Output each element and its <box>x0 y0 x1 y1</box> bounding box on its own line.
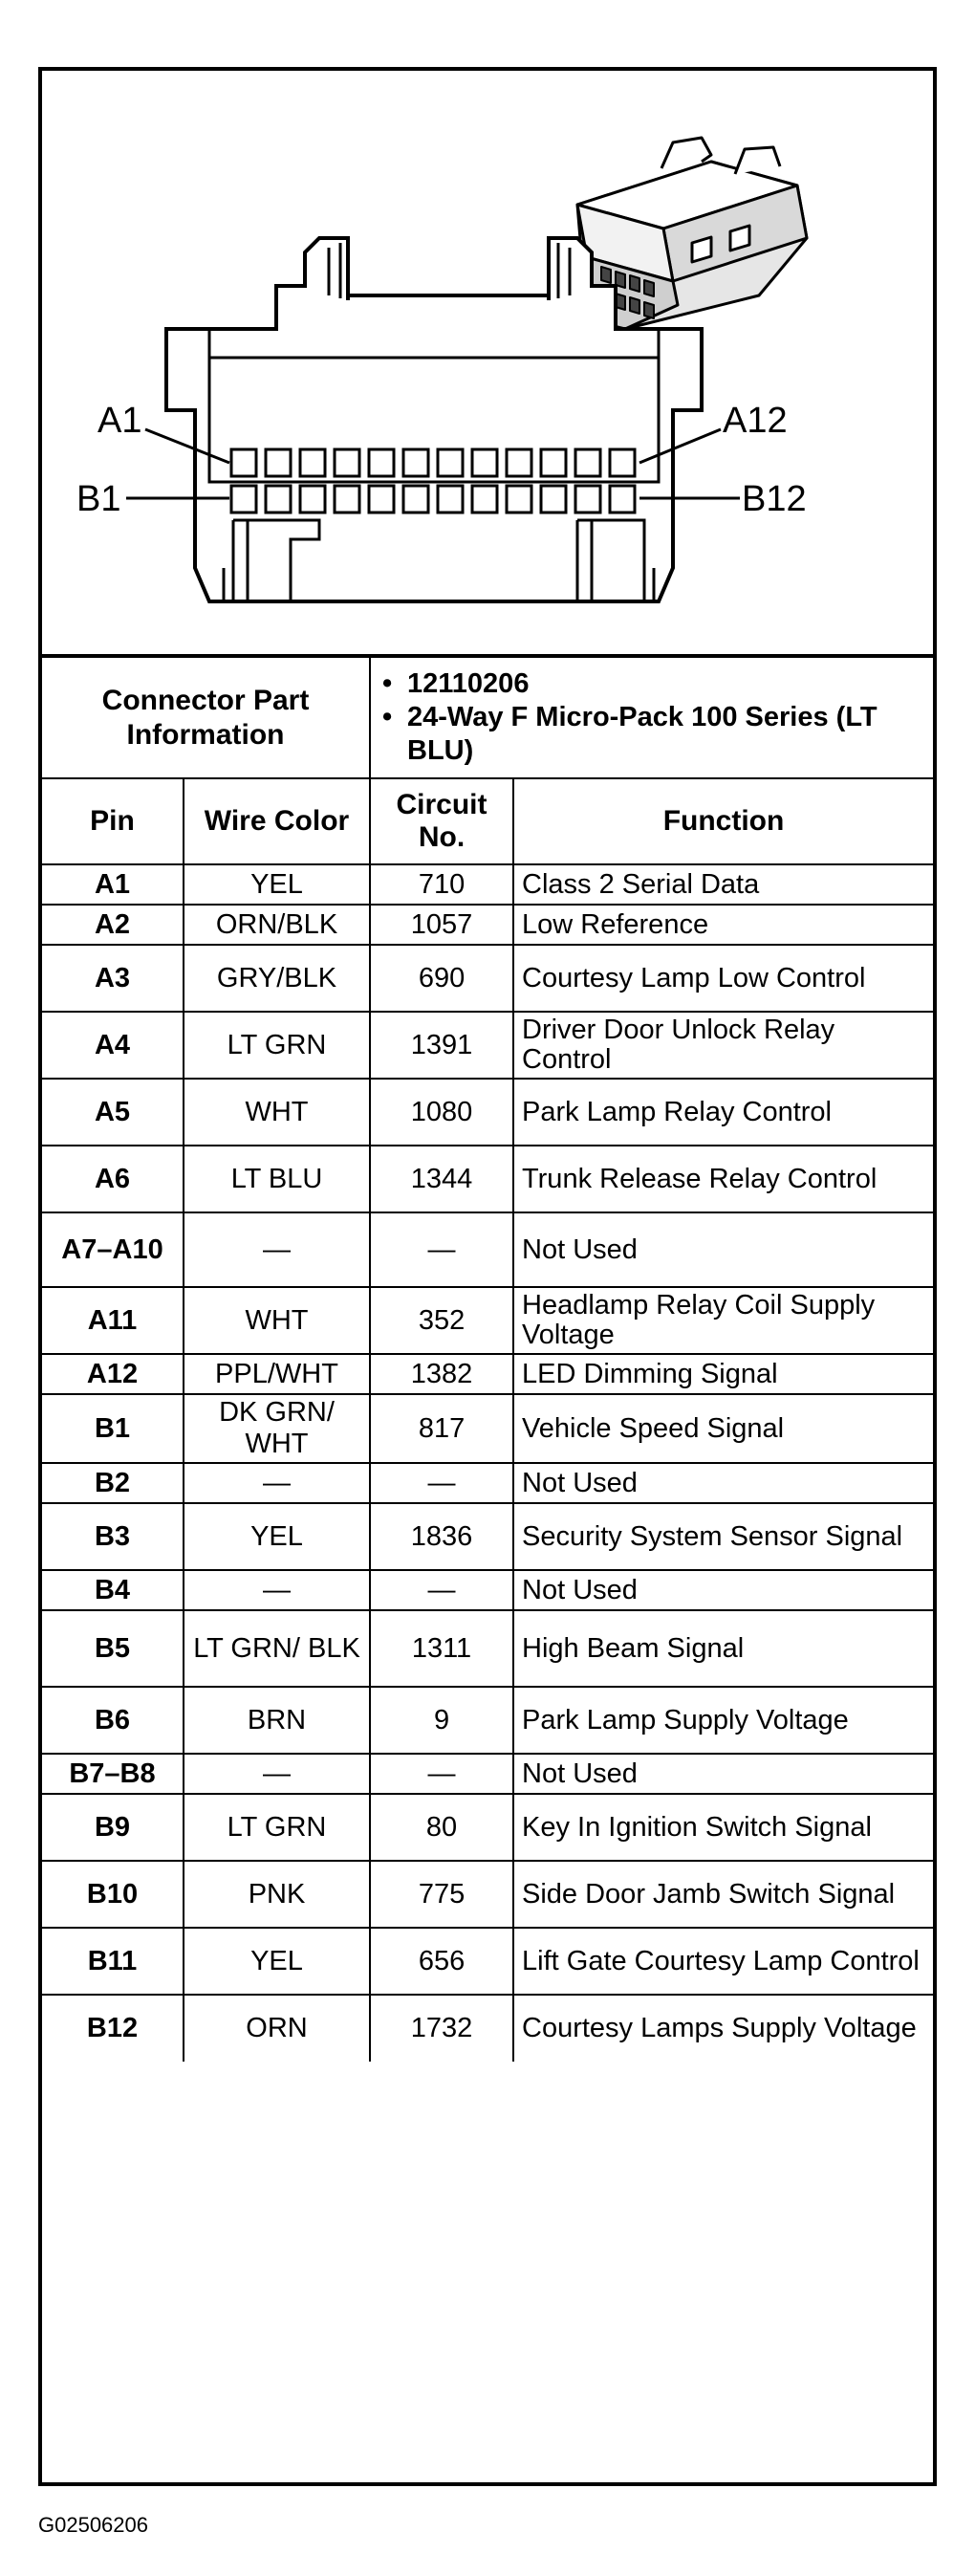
wire-color-cell: YEL <box>184 1503 370 1570</box>
circuit-cell: 1382 <box>370 1354 513 1394</box>
table-row <box>42 1463 933 1503</box>
pin-cell: B6 <box>42 1687 184 1754</box>
pin-cell: B4 <box>42 1570 184 1610</box>
function-cell: High Beam Signal <box>513 1610 933 1687</box>
label-b12: B12 <box>742 479 807 519</box>
wire-color-cell: WHT <box>184 1079 370 1146</box>
col-header-pin: Pin <box>42 778 184 864</box>
table-row <box>42 1012 933 1079</box>
function-cell: Park Lamp Supply Voltage <box>513 1687 933 1754</box>
table-row <box>42 1079 933 1146</box>
wire-color-cell: ORN/BLK <box>184 905 370 945</box>
pin-cell: A4 <box>42 1012 184 1079</box>
pin-cavity-b4 <box>335 486 359 513</box>
pin-cavity-a2 <box>266 449 291 476</box>
pin-cavity-a1 <box>231 449 256 476</box>
pin-cell: A7–A10 <box>42 1212 184 1287</box>
table-row <box>42 1394 933 1463</box>
pin-cavity-b3 <box>300 486 325 513</box>
function-cell: Key In Ignition Switch Signal <box>513 1794 933 1861</box>
wire-color-cell: YEL <box>184 1928 370 1995</box>
circuit-cell: 1836 <box>370 1503 513 1570</box>
pin-cavity-a5 <box>369 449 394 476</box>
col-header-wire-color: Wire Color <box>184 778 370 864</box>
table-row <box>42 864 933 905</box>
function-cell: Headlamp Relay Coil Supply Voltage <box>513 1287 933 1354</box>
circuit-cell: 9 <box>370 1687 513 1754</box>
table-row <box>42 1146 933 1212</box>
connector-info-label: Connector Part Information <box>42 658 370 778</box>
pin-cell: B11 <box>42 1928 184 1995</box>
pin-cavity-b9 <box>507 486 531 513</box>
pin-cell: B1 <box>42 1394 184 1463</box>
pin-cavity-a11 <box>575 449 600 476</box>
circuit-cell: 80 <box>370 1794 513 1861</box>
table-row <box>42 1754 933 1794</box>
pin-cell: A12 <box>42 1354 184 1394</box>
function-cell: Not Used <box>513 1463 933 1503</box>
function-cell: Not Used <box>513 1570 933 1610</box>
wire-color-cell: YEL <box>184 864 370 905</box>
table-header-row <box>42 778 933 864</box>
table-row <box>42 1794 933 1861</box>
pin-cavity-a4 <box>335 449 359 476</box>
wire-color-cell: GRY/BLK <box>184 945 370 1012</box>
pin-cavity-b2 <box>266 486 291 513</box>
wire-color-cell: PNK <box>184 1861 370 1928</box>
pin-cell: A1 <box>42 864 184 905</box>
circuit-cell: 1080 <box>370 1079 513 1146</box>
table-row <box>42 905 933 945</box>
pin-cell: B5 <box>42 1610 184 1687</box>
pin-table <box>42 658 933 2062</box>
function-cell: Side Door Jamb Switch Signal <box>513 1861 933 1928</box>
label-a12: A12 <box>723 401 788 441</box>
pin-cell: B10 <box>42 1861 184 1928</box>
connector-diagram <box>42 71 933 658</box>
wire-color-cell: — <box>184 1754 370 1794</box>
pin-cavity-a6 <box>403 449 428 476</box>
pin-cell: A3 <box>42 945 184 1012</box>
pin-cavity-b12 <box>610 486 635 513</box>
connector-info-row <box>42 658 933 778</box>
table-row <box>42 1212 933 1287</box>
pin-cavity-a12 <box>610 449 635 476</box>
table-row <box>42 1861 933 1928</box>
circuit-cell: — <box>370 1754 513 1794</box>
function-cell: LED Dimming Signal <box>513 1354 933 1394</box>
function-cell: Security System Sensor Signal <box>513 1503 933 1570</box>
connector-face-drawing <box>42 71 933 654</box>
table-row <box>42 945 933 1012</box>
pin-cell: A2 <box>42 905 184 945</box>
wire-color-cell: PPL/WHT <box>184 1354 370 1394</box>
circuit-cell: — <box>370 1212 513 1287</box>
pin-cell: A5 <box>42 1079 184 1146</box>
pin-cell: A11 <box>42 1287 184 1354</box>
wire-color-cell: LT GRN/ BLK <box>184 1610 370 1687</box>
pin-cavity-b5 <box>369 486 394 513</box>
function-cell: Not Used <box>513 1212 933 1287</box>
table-row <box>42 1928 933 1995</box>
circuit-cell: 710 <box>370 864 513 905</box>
wire-color-cell: — <box>184 1570 370 1610</box>
col-header-circuit-no: Circuit No. <box>370 778 513 864</box>
pin-cavity-b1 <box>231 486 256 513</box>
connector-info-value <box>370 658 933 778</box>
pin-cavity-b10 <box>541 486 566 513</box>
label-b1: B1 <box>76 479 121 519</box>
table-row <box>42 1610 933 1687</box>
circuit-cell: 1311 <box>370 1610 513 1687</box>
pin-cell: B9 <box>42 1794 184 1861</box>
circuit-cell: 352 <box>370 1287 513 1354</box>
connector-description: • 24-Way F Micro-Pack 100 Series (LT BLU) <box>382 702 878 766</box>
wire-color-cell: — <box>184 1212 370 1287</box>
col-header-function: Function <box>513 778 933 864</box>
pin-cell: A6 <box>42 1146 184 1212</box>
table-row <box>42 1570 933 1610</box>
wire-color-cell: DK GRN/ WHT <box>184 1394 370 1463</box>
wire-color-cell: WHT <box>184 1287 370 1354</box>
pin-cavity-a3 <box>300 449 325 476</box>
circuit-cell: — <box>370 1570 513 1610</box>
connector-sheet <box>38 67 937 2486</box>
figure-id: G02506206 <box>38 2513 148 2537</box>
table-row <box>42 1995 933 2062</box>
wire-color-cell: LT BLU <box>184 1146 370 1212</box>
connector-part-number: • 12110206 <box>382 668 530 699</box>
pin-cavity-a8 <box>472 449 497 476</box>
circuit-cell: 1344 <box>370 1146 513 1212</box>
table-row <box>42 1287 933 1354</box>
circuit-cell: 1057 <box>370 905 513 945</box>
circuit-cell: 1732 <box>370 1995 513 2062</box>
pin-cell: B2 <box>42 1463 184 1503</box>
pin-cavity-a10 <box>541 449 566 476</box>
wire-color-cell: BRN <box>184 1687 370 1754</box>
pin-cell: B7–B8 <box>42 1754 184 1794</box>
pin-cavity-a9 <box>507 449 531 476</box>
function-cell: Lift Gate Courtesy Lamp Control <box>513 1928 933 1995</box>
pin-cavity-b11 <box>575 486 600 513</box>
function-cell: Trunk Release Relay Control <box>513 1146 933 1212</box>
wire-color-cell: ORN <box>184 1995 370 2062</box>
circuit-cell: 690 <box>370 945 513 1012</box>
circuit-cell: — <box>370 1463 513 1503</box>
pin-cavity-b7 <box>438 486 463 513</box>
circuit-cell: 1391 <box>370 1012 513 1079</box>
pin-cavity-b6 <box>403 486 428 513</box>
function-cell: Driver Door Unlock Relay Control <box>513 1012 933 1079</box>
circuit-cell: 775 <box>370 1861 513 1928</box>
wire-color-cell: — <box>184 1463 370 1503</box>
table-row <box>42 1687 933 1754</box>
wire-color-cell: LT GRN <box>184 1012 370 1079</box>
label-a1: A1 <box>98 401 142 441</box>
function-cell: Park Lamp Relay Control <box>513 1079 933 1146</box>
function-cell: Vehicle Speed Signal <box>513 1394 933 1463</box>
function-cell: Not Used <box>513 1754 933 1794</box>
pin-cell: B12 <box>42 1995 184 2062</box>
circuit-cell: 817 <box>370 1394 513 1463</box>
pin-cavity-b8 <box>472 486 497 513</box>
pin-cavity-a7 <box>438 449 463 476</box>
table-row <box>42 1354 933 1394</box>
function-cell: Low Reference <box>513 905 933 945</box>
function-cell: Courtesy Lamps Supply Voltage <box>513 1995 933 2062</box>
circuit-cell: 656 <box>370 1928 513 1995</box>
function-cell: Class 2 Serial Data <box>513 864 933 905</box>
function-cell: Courtesy Lamp Low Control <box>513 945 933 1012</box>
pin-cell: B3 <box>42 1503 184 1570</box>
table-row <box>42 1503 933 1570</box>
wire-color-cell: LT GRN <box>184 1794 370 1861</box>
